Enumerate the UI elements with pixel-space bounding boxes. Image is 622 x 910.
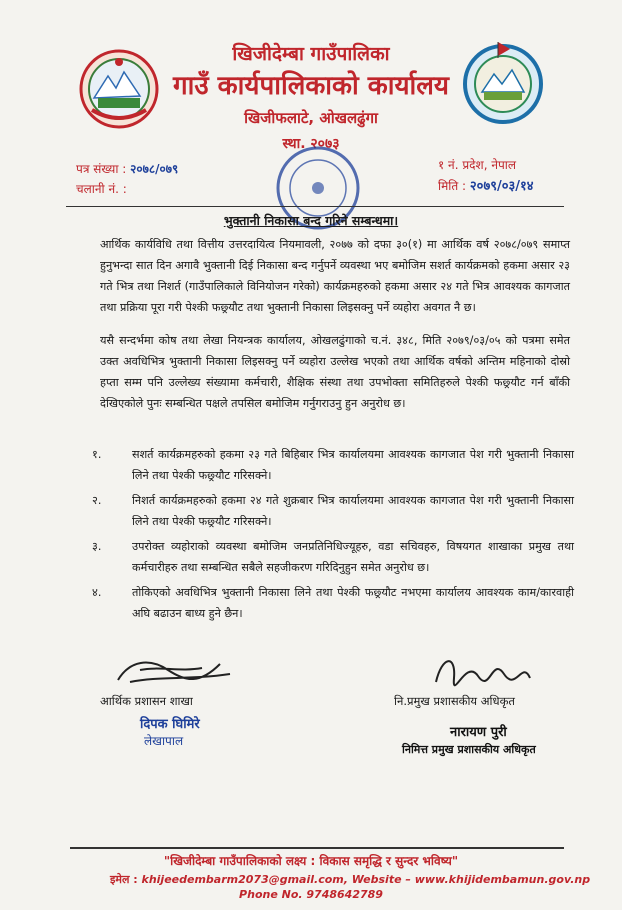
footer-contact: इमेल : khijeedembarm2073@gmail.com, Website – www.khijidembamun.gov.np (110, 873, 591, 886)
right-office-label: नि.प्रमुख प्रशासकीय अधिकृत (394, 694, 515, 708)
right-signatory-title: निमित्त प्रमुख प्रशासकीय अधिकृत (402, 743, 536, 756)
province-label: १ नं. प्रदेश, नेपाल (438, 158, 517, 172)
left-office-label: आर्थिक प्रशासन शाखा (100, 694, 193, 708)
list-item: ३. उपरोक्त व्यहोराको व्यवस्था बमोजिम जनप्रतिनिधिज्यूहरु, वडा सचिवहरु, विषयगत शाखाका प्रमुख तथा कर्मचारीहरु तथा सम्बन्धित सबैले सहजीकरण गरिदिनुहुन समेत अनुरोध छ। (92, 540, 574, 574)
signature-left (110, 650, 240, 692)
header-divider (66, 206, 564, 207)
left-signatory-name: दिपक घिमिरे (140, 717, 200, 732)
footer-slogan: "खिजीदेम्बा गाउँपालिकाको लक्ष्य : विकास समृद्धि र सुन्दर भविष्य" (163, 854, 459, 868)
list-item: ४. तोकिएको अवधिभित्र भुक्तानी निकासा लिने तथा पेश्की फछ्र्यौट नभएमा कार्यालय आवश्यक काम/कारवाही अघि बढाउन बाध्य हुने छैन। (92, 586, 574, 620)
body-paragraph-1: आर्थिक कार्यविधि तथा वित्तीय उत्तरदायित्व नियमावली, २०७७ को दफा ३०(१) मा आर्थिक वर्ष २०७८/०७९ समाप्त हुनुभन्दा सात दिन अगावै भुक्तानी दिई निकासा बन्द गर्नुपर्ने व्यवस्था भए बमोजिम सशर्त कार्यक्रमको हकमा असार २३ गते भित्र तथा निशर्त (गाउँपालिकाले विनियोजन गरेको) कार्यक्रमहरुको हकमा असार २४ गते भित्र आवश्यक कागजात तथा प्रक्रिया पूरा गरी पेश्की फछ्र्यौट तथा भुक्तानी निकासा लिइसक्नु पर्ने व्यहोरा अवगत नै छ। (100, 238, 570, 314)
reference-number: पत्र संख्या : २०७८/०७९ (76, 162, 179, 176)
municipality-name: खिजीदेम्बा गाउँपालिका (232, 43, 390, 65)
established-year: स्था. २०७३ (282, 136, 340, 152)
list-item: २. निशर्त कार्यक्रमहरुको हकमा २४ गते शुक्रबार भित्र कार्यालयमा आवश्यक कागजात पेश गरी भुक्तानी निकासा लिने तथा पेश्की फछ्र्यौट गरिसक्ने। (92, 494, 574, 528)
body-paragraph-2: यसै सन्दर्भमा कोष तथा लेखा नियन्त्रक कार्यालय, ओखलढुंगाको च.नं. ३४८, मिति २०७९/०३/०५ को पत्रमा समेत उक्त अवधिभित्र भुक्तानी निकासा लिइसक्नु पर्ने व्यहोरा उल्लेख भएको तथा आर्थिक वर्षको अन्तिम महिनाको दोस्रो हप्ता सम्म पनि उल्लेख्य संख्यामा कर्मचारी, शैक्षिक संस्था तथा उपभोक्ता समितिहरुले पेश्की फछ्र्यौट गर्न बाँकी देखिएकोले पुनः सम्बन्धित पक्षले तपसिल बमोजिम गर्नुगराउनु हुन अनुरोध छ। (100, 334, 570, 410)
right-signatory-name: नारायण पुरी (450, 725, 507, 740)
letter-subject: भुक्तानी निकासा बन्द गरिने सम्बन्धमा। (223, 213, 399, 228)
footer-divider (70, 847, 564, 849)
instruction-list (84, 444, 574, 628)
signature-right (426, 648, 546, 692)
left-signatory-title: लेखापाल (144, 734, 184, 748)
office-name: गाउँ कार्यपालिकाको कार्यालय (173, 71, 449, 101)
list-item: १. सशर्त कार्यक्रमहरुको हकमा २३ गते बिहिबार भित्र कार्यालयमा आवश्यक कागजात पेश गरी भुक्तानी निकासा लिने तथा पेश्की फछ्र्यौट गरिसक्ने। (92, 448, 574, 482)
office-location: खिजीफलाटे, ओखलढुंगा (244, 109, 378, 127)
dispatch-number: चलानी नं. : (76, 182, 127, 196)
footer-phone: Phone No. 9748642789 (239, 888, 383, 901)
footer-email-website[interactable]: khijeedembarm2073@gmail.com, Website – www.khijidembamun.gov.np (141, 873, 591, 886)
letter-date: मिति : २०७९/०३/१४ (438, 179, 534, 194)
